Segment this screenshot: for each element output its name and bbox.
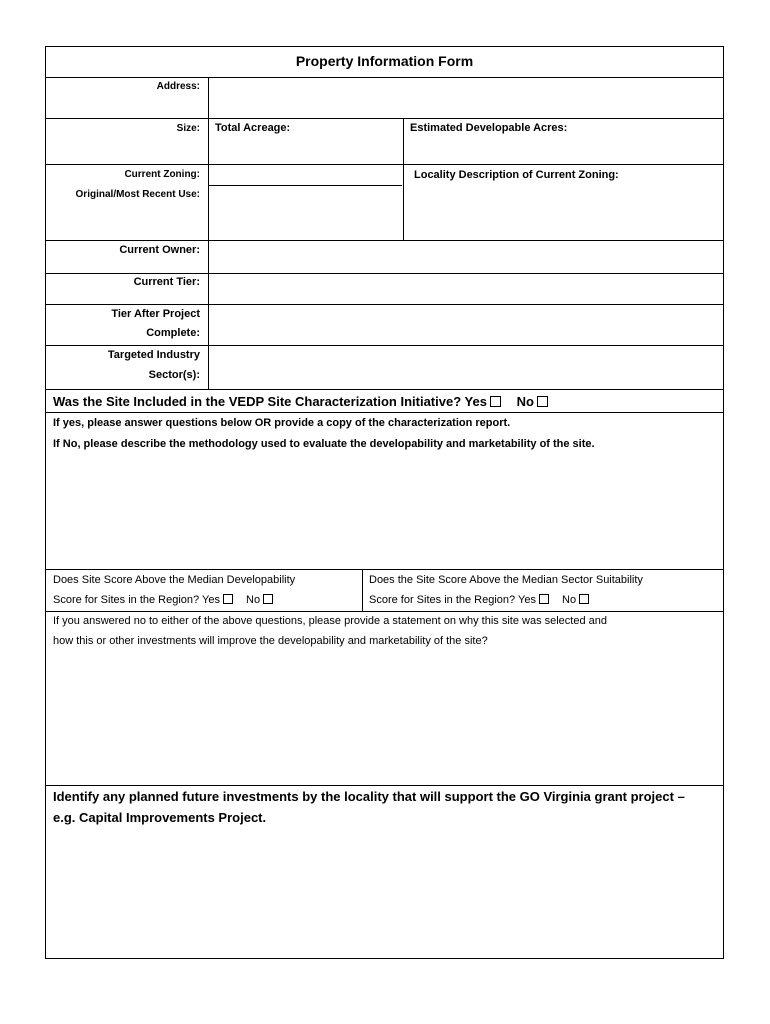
tier-after-label-line2: Complete: — [146, 327, 200, 339]
locality-description-label: Locality Description of Current Zoning: — [414, 169, 619, 181]
original-use-field[interactable] — [209, 186, 403, 240]
developability-no-label: No — [246, 594, 261, 606]
developability-no-checkbox[interactable] — [263, 594, 273, 604]
estimated-developable-acres-label: Estimated Developable Acres: — [410, 122, 568, 134]
investments-question-line2: e.g. Capital Improvements Project. — [53, 810, 267, 825]
current-tier-label: Current Tier: — [133, 276, 200, 288]
address-field[interactable] — [209, 78, 723, 118]
if-yes-instructions: If yes, please answer questions below OR provide a copy of the characterization report. — [53, 417, 511, 429]
sector-no-checkbox[interactable] — [579, 594, 589, 604]
vedp-question — [53, 391, 548, 412]
locality-description-field[interactable] — [404, 186, 723, 240]
divider — [46, 412, 723, 413]
tier-after-label-line1: Tier After Project — [111, 308, 200, 320]
property-information-form — [45, 46, 724, 959]
vedp-yes-checkbox[interactable] — [490, 396, 501, 407]
tier-after-field[interactable] — [209, 305, 723, 345]
targeted-industry-label-line2: Sector(s): — [148, 369, 200, 381]
statement-field[interactable] — [47, 653, 722, 783]
vedp-question-text: Was the Site Included in the VEDP Site Characterization Initiative? Yes — [53, 394, 487, 409]
divider — [362, 569, 363, 611]
form-title: Property Information Form — [295, 53, 474, 69]
total-acreage-field[interactable] — [209, 137, 403, 163]
developability-question-text: Score for Sites in the Region? Yes — [53, 594, 220, 606]
estimated-developable-acres-field[interactable] — [404, 137, 723, 163]
sector-question-line2 — [369, 590, 589, 610]
divider — [46, 389, 723, 390]
address-label: Address: — [156, 81, 200, 92]
size-label: Size: — [176, 123, 200, 134]
if-no-instructions: If No, please describe the methodology used to evaluate the developability and marketability of the site. — [53, 438, 595, 450]
current-owner-label: Current Owner: — [119, 244, 200, 256]
investments-field[interactable] — [47, 831, 722, 957]
sector-question-text: Score for Sites in the Region? Yes — [369, 594, 536, 606]
developability-yes-checkbox[interactable] — [223, 594, 233, 604]
original-use-label: Original/Most Recent Use: — [75, 189, 200, 200]
sector-yes-checkbox[interactable] — [539, 594, 549, 604]
sector-no-label: No — [562, 594, 577, 606]
statement-question-line1: If you answered no to either of the above questions, please provide a statement on why this site was selected and — [53, 615, 608, 627]
targeted-industry-label-line1: Targeted Industry — [107, 349, 200, 361]
current-zoning-field[interactable] — [209, 165, 403, 185]
total-acreage-label: Total Acreage: — [215, 122, 291, 134]
targeted-industry-field[interactable] — [209, 346, 723, 389]
statement-question-line2: how this or other investments will improve the developability and marketability of the site? — [53, 635, 488, 647]
developability-question-line2 — [53, 590, 273, 610]
sector-question-line1: Does the Site Score Above the Median Sector Suitability — [369, 574, 643, 586]
vedp-no-label: No — [516, 394, 534, 409]
current-zoning-label: Current Zoning: — [124, 169, 200, 180]
current-owner-field[interactable] — [209, 241, 723, 273]
current-tier-field[interactable] — [209, 274, 723, 304]
investments-question-line1: Identify any planned future investments by the locality that will support the GO Virginia grant project – — [53, 789, 685, 804]
methodology-field[interactable] — [47, 455, 722, 567]
developability-question-line1: Does Site Score Above the Median Developability — [53, 574, 296, 586]
vedp-no-checkbox[interactable] — [537, 396, 548, 407]
